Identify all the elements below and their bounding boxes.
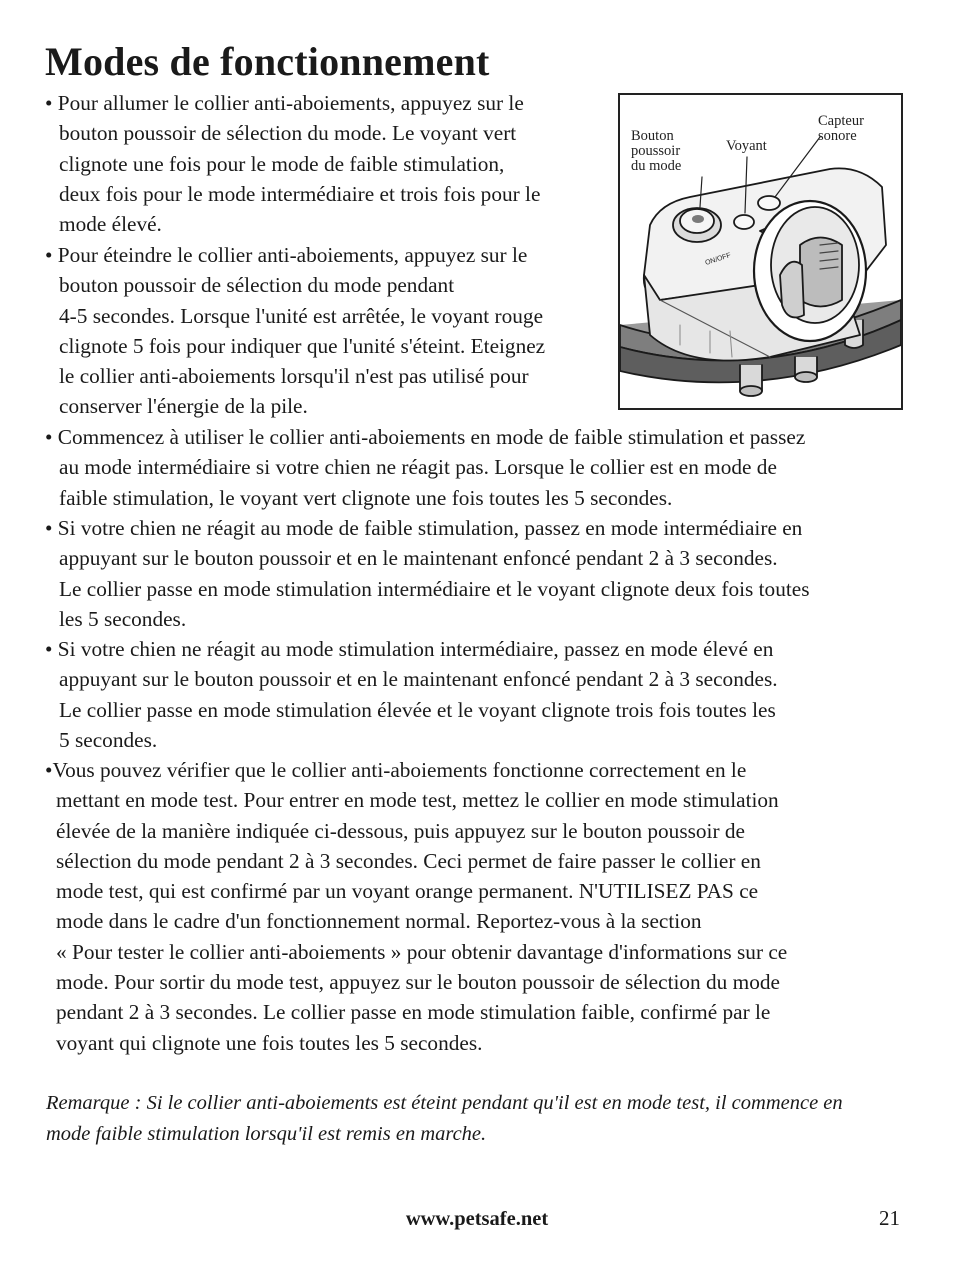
- footer-url[interactable]: www.petsafe.net: [405, 1208, 549, 1230]
- text-line: au mode intermédiaire si votre chien ne réagit pas. Lorsque le collier est en mode de: [59, 455, 777, 480]
- text-line: clignote une fois pour le mode de faible stimulation,: [59, 151, 505, 176]
- label-sound-sensor: [818, 114, 898, 144]
- text-line: les 5 secondes.: [59, 606, 187, 631]
- bullet-power-off: [45, 240, 629, 422]
- text-line: deux fois pour le mode intermédiaire et trois fois pour le: [59, 181, 541, 206]
- bullet-power-on: [45, 88, 629, 239]
- label-text: Voyant: [726, 138, 767, 154]
- page-title: Modes de fonctionnement: [45, 39, 490, 84]
- note-line: Remarque : Si le collier anti-aboiements est éteint pendant qu'il est en mode test, il commence en: [46, 1092, 843, 1114]
- on-off-label: ON/OFF: [704, 252, 732, 267]
- text-line: Le collier passe en mode stimulation intermédiaire et le voyant clignote deux fois toutes: [59, 576, 810, 601]
- text-line: • Pour allumer le collier anti-aboiements, appuyez sur le: [45, 91, 524, 115]
- text-line: le collier anti-aboiements lorsqu'il n'est pas utilisé pour: [59, 364, 529, 389]
- note-line: mode faible stimulation lorsqu'il est remis en marche.: [46, 1123, 487, 1145]
- text-line: voyant qui clignote une fois toutes les 5 secondes.: [56, 1030, 483, 1055]
- bullet-intermediate-mode: [45, 513, 929, 634]
- label-mode-button: [631, 129, 721, 174]
- text-line: conserver l'énergie de la pile.: [59, 394, 308, 419]
- text-line: pendant 2 à 3 secondes. Le collier passe en mode stimulation faible, confirmé par le: [56, 1000, 771, 1025]
- text-line: • Si votre chien ne réagit au mode stimulation intermédiaire, passez en mode élevé en: [45, 637, 774, 661]
- text-line: sélection du mode pendant 2 à 3 secondes. Ceci permet de faire passer le collier en: [56, 848, 761, 873]
- text-line: • Si votre chien ne réagit au mode de faible stimulation, passez en mode intermédiaire en: [45, 516, 803, 540]
- text-line: • Commencez à utiliser le collier anti-aboiements en mode de faible stimulation et passez: [45, 425, 806, 449]
- note-paragraph: [46, 1088, 916, 1150]
- text-line: •Vous pouvez vérifier que le collier anti-aboiements fonctionne correctement en le: [45, 758, 747, 782]
- label-indicator-light: [726, 139, 767, 154]
- text-line: élevée de la manière indiquée ci-dessous, puis appuyez sur le bouton poussoir de: [56, 818, 745, 843]
- text-line: bouton poussoir de sélection du mode pendant: [59, 273, 455, 298]
- text-line: mode élevé.: [59, 212, 162, 237]
- text-line: appuyant sur le bouton poussoir et en le maintenant enfoncé pendant 2 à 3 secondes.: [59, 546, 778, 571]
- text-line: mettant en mode test. Pour entrer en mode test, mettez le collier en mode stimulation: [56, 788, 779, 813]
- text-line: mode test, qui est confirmé par un voyant orange permanent. N'UTILISEZ PAS ce: [56, 879, 759, 904]
- bullet-test-mode: [45, 755, 906, 1058]
- text-line: mode. Pour sortir du mode test, appuyez sur le bouton poussoir de sélection du mode: [56, 970, 780, 995]
- text-line: • Pour éteindre le collier anti-aboiements, appuyez sur le: [45, 243, 528, 267]
- text-line: Le collier passe en mode stimulation élevée et le voyant clignote trois fois toutes les: [59, 697, 776, 722]
- label-text: Bouton poussoir du mode: [631, 128, 682, 174]
- bullet-start-low-mode: [45, 422, 929, 513]
- bullet-high-mode: [45, 634, 929, 755]
- label-text: Capteur sonore: [818, 113, 864, 144]
- text-line: faible stimulation, le voyant vert clignote une fois toutes les 5 secondes.: [59, 485, 673, 510]
- text-line: bouton poussoir de sélection du mode. Le voyant vert: [59, 121, 517, 146]
- text-line: « Pour tester le collier anti-aboiements » pour obtenir davantage d'informations sur ce: [56, 939, 788, 964]
- text-line: clignote 5 fois pour indiquer que l'unité s'éteint. Eteignez: [59, 333, 546, 358]
- text-line: mode dans le cadre d'un fonctionnement normal. Reportez-vous à la section: [56, 909, 702, 934]
- device-figure: [618, 93, 903, 410]
- text-line: 5 secondes.: [59, 727, 158, 752]
- page-number: 21: [879, 1206, 900, 1230]
- text-line: appuyant sur le bouton poussoir et en le maintenant enfoncé pendant 2 à 3 secondes.: [59, 667, 778, 692]
- text-line: 4-5 secondes. Lorsque l'unité est arrêtée, le voyant rouge: [59, 303, 544, 328]
